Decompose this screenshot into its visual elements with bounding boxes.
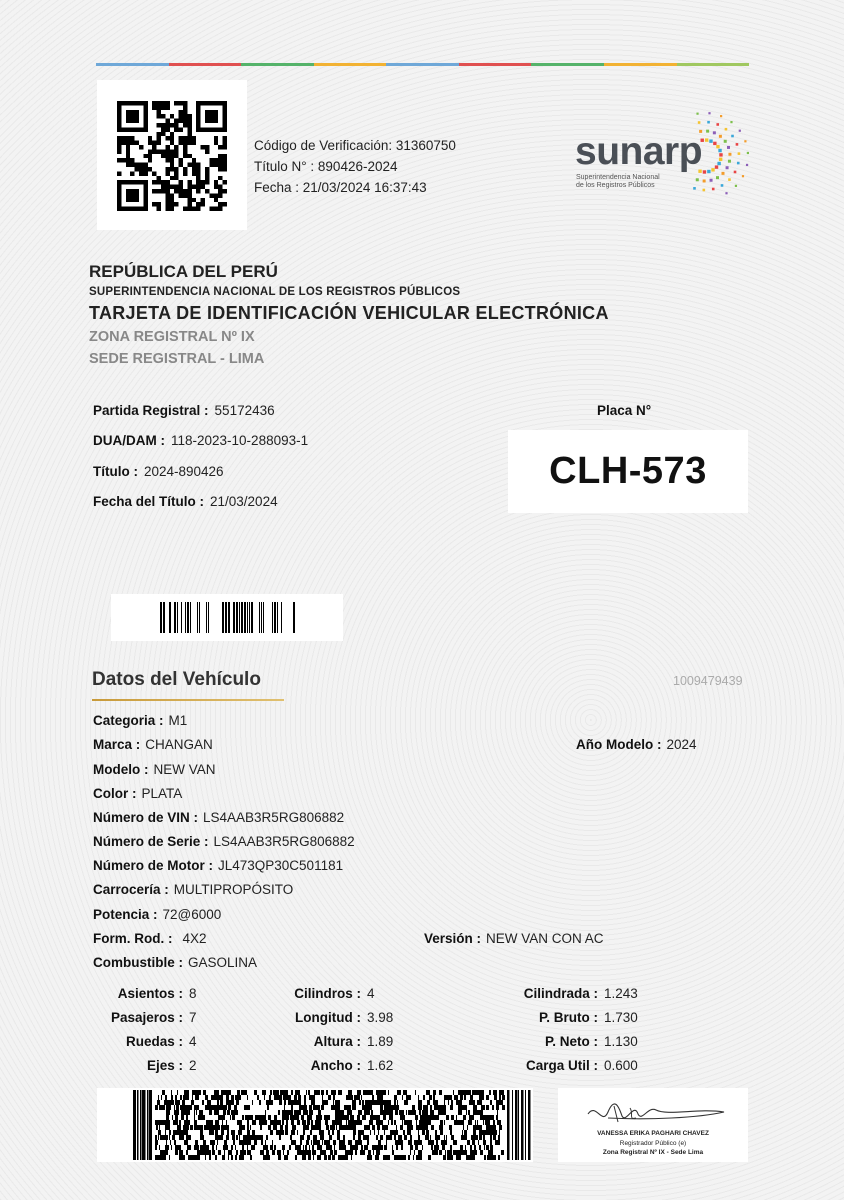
specs-col-3	[490, 986, 638, 1082]
spec-row	[268, 986, 393, 1010]
spec-value: 8	[189, 986, 197, 1001]
categoria-label: Categoria :	[93, 713, 164, 728]
spec-row	[268, 1034, 393, 1058]
vehicle-section-title: Datos del Vehículo	[92, 669, 261, 690]
serie-row	[93, 834, 355, 849]
color-label: Color :	[93, 786, 137, 801]
potencia-value: 72@6000	[162, 907, 222, 922]
specs-col-2	[268, 986, 393, 1082]
signer-name: VANESSA ERIKA PAGHARI CHAVEZ	[597, 1130, 709, 1137]
vehicle-serial: 1009479439	[673, 674, 743, 688]
color-row	[93, 786, 182, 801]
spec-value: 1.243	[604, 986, 638, 1001]
spec-row	[93, 1058, 197, 1082]
spec-value: 4	[189, 1034, 197, 1049]
sunarp-logo	[570, 98, 760, 203]
verification-date: Fecha : 21/03/2024 16:37:43	[254, 180, 427, 195]
anio-label: Año Modelo :	[576, 737, 662, 752]
serie-value: LS4AAB3R5RG806882	[213, 834, 355, 849]
titulo-label: Título :	[93, 464, 138, 479]
stripe-segment	[531, 63, 604, 66]
titulo-row	[93, 464, 224, 479]
header-zone: ZONA REGISTRAL Nº IX	[89, 329, 255, 345]
vin-value: LS4AAB3R5RG806882	[203, 810, 345, 825]
placa-label: Placa N°	[597, 403, 652, 418]
spec-label: Pasajeros :	[110, 1010, 183, 1025]
stripe-segment	[386, 63, 459, 66]
specs-col-1	[93, 986, 197, 1082]
qr-code-icon	[117, 100, 227, 212]
dua-label: DUA/DAM :	[93, 433, 165, 448]
spec-label: P. Neto :	[544, 1034, 598, 1049]
version-value: NEW VAN CON AC	[486, 931, 604, 946]
logo-subtitle-line1: Superintendencia Nacional	[576, 174, 660, 181]
spec-row	[490, 1034, 638, 1058]
spec-row	[93, 1034, 197, 1058]
spec-value: 2	[189, 1058, 197, 1073]
combustible-value: GASOLINA	[188, 955, 258, 970]
potencia-row	[93, 907, 221, 922]
logo-subtitle	[576, 174, 696, 190]
spec-label: Cilindrada :	[523, 986, 598, 1001]
carroceria-value: MULTIPROPÓSITO	[173, 882, 294, 897]
partida-registral-row	[93, 403, 275, 418]
anio-modelo-row	[576, 737, 697, 752]
modelo-value: NEW VAN	[153, 762, 216, 777]
spec-value: 1.730	[604, 1010, 638, 1025]
logo-subtitle-line2: de los Registros Públicos	[576, 182, 655, 189]
vin-row	[93, 810, 344, 825]
pdf417-barcode-icon	[133, 1090, 531, 1160]
spec-row	[93, 1010, 197, 1034]
spec-value: 3.98	[367, 1010, 394, 1025]
form-rod-value: 4X2	[182, 931, 207, 946]
signature-icon	[578, 1100, 728, 1128]
barcode-icon	[158, 602, 296, 633]
spec-value: 1.62	[367, 1058, 394, 1073]
vin-label: Número de VIN :	[93, 810, 199, 825]
combustible-label: Combustible :	[93, 955, 183, 970]
spec-value: 0.600	[604, 1058, 638, 1073]
spec-value: 1.130	[604, 1034, 638, 1049]
carroceria-row	[93, 882, 293, 897]
logo-wordmark: sunarp	[575, 130, 703, 173]
spec-value: 7	[189, 1010, 197, 1025]
anio-value: 2024	[666, 737, 697, 752]
spec-row	[268, 1058, 393, 1082]
version-label: Versión :	[424, 931, 482, 946]
categoria-value: M1	[168, 713, 188, 728]
spec-label: Ancho :	[310, 1058, 361, 1073]
spec-value: 4	[367, 986, 375, 1001]
signer-role: Registrador Público (e)	[619, 1140, 687, 1147]
marca-value: CHANGAN	[145, 737, 213, 752]
titulo-value: 2024-890426	[143, 464, 224, 479]
spec-label: P. Bruto :	[538, 1010, 598, 1025]
marca-row	[93, 737, 213, 752]
color-stripe	[96, 63, 749, 66]
motor-value: JL473QP30C501181	[218, 858, 344, 873]
2d-barcode-box	[97, 1088, 533, 1162]
verification-info	[254, 135, 456, 198]
dua-value: 118-2023-10-288093-1	[171, 433, 309, 448]
stripe-segment	[169, 63, 242, 66]
stripe-segment	[314, 63, 387, 66]
signer-zone: Zona Registral Nº IX - Sede Lima	[602, 1149, 704, 1156]
dua-row	[93, 433, 308, 448]
color-value: PLATA	[141, 786, 183, 801]
header-country: REPÚBLICA DEL PERÚ	[89, 262, 278, 281]
spec-label: Longitud :	[295, 1010, 361, 1025]
spec-row	[490, 1010, 638, 1034]
verification-title-number: Título N° : 890426-2024	[254, 159, 398, 174]
section-underline	[92, 699, 284, 701]
spec-label: Cilindros :	[294, 986, 361, 1001]
stripe-segment	[604, 63, 677, 66]
fecha-titulo-row	[93, 494, 278, 509]
spec-label: Ruedas :	[125, 1034, 183, 1049]
spec-label: Asientos :	[117, 986, 183, 1001]
categoria-row	[93, 713, 187, 728]
spec-row	[268, 1010, 393, 1034]
fecha-titulo-value: 21/03/2024	[210, 494, 278, 509]
header-document-title: TARJETA DE IDENTIFICACIÓN VEHICULAR ELECTRÓNICA	[89, 303, 609, 323]
form-rod-row	[93, 931, 207, 946]
version-row	[424, 931, 604, 946]
stripe-segment	[96, 63, 169, 66]
partida-label: Partida Registral :	[93, 403, 209, 418]
spec-row	[490, 1058, 638, 1082]
marca-label: Marca :	[93, 737, 141, 752]
motor-label: Número de Motor :	[93, 858, 213, 873]
fecha-titulo-label: Fecha del Título :	[93, 494, 205, 509]
placa-box	[508, 430, 748, 513]
signature-box	[558, 1088, 748, 1162]
stripe-segment	[677, 63, 750, 66]
form-rod-label: Form. Rod. :	[93, 931, 173, 946]
barcode-box	[111, 594, 343, 641]
spec-label: Ejes :	[146, 1058, 183, 1073]
header-office: SEDE REGISTRAL - LIMA	[89, 351, 265, 367]
carroceria-label: Carrocería :	[93, 882, 169, 897]
header-agency: SUPERINTENDENCIA NACIONAL DE LOS REGISTROS PÚBLICOS	[89, 286, 461, 298]
modelo-row	[93, 762, 216, 777]
serie-label: Número de Serie :	[93, 834, 209, 849]
potencia-label: Potencia :	[93, 907, 158, 922]
spec-label: Carga Util :	[525, 1058, 598, 1073]
stripe-segment	[459, 63, 532, 66]
stripe-segment	[241, 63, 314, 66]
spec-row	[490, 986, 638, 1010]
motor-row	[93, 858, 343, 873]
spec-label: Altura :	[313, 1034, 361, 1049]
qr-code-box	[97, 80, 247, 230]
modelo-label: Modelo :	[93, 762, 149, 777]
spec-row	[93, 986, 197, 1010]
spec-value: 1.89	[367, 1034, 394, 1049]
verification-code: Código de Verificación: 31360750	[254, 138, 456, 153]
partida-value: 55172436	[214, 403, 275, 418]
combustible-row	[93, 955, 257, 970]
placa-value: CLH-573	[549, 450, 707, 492]
